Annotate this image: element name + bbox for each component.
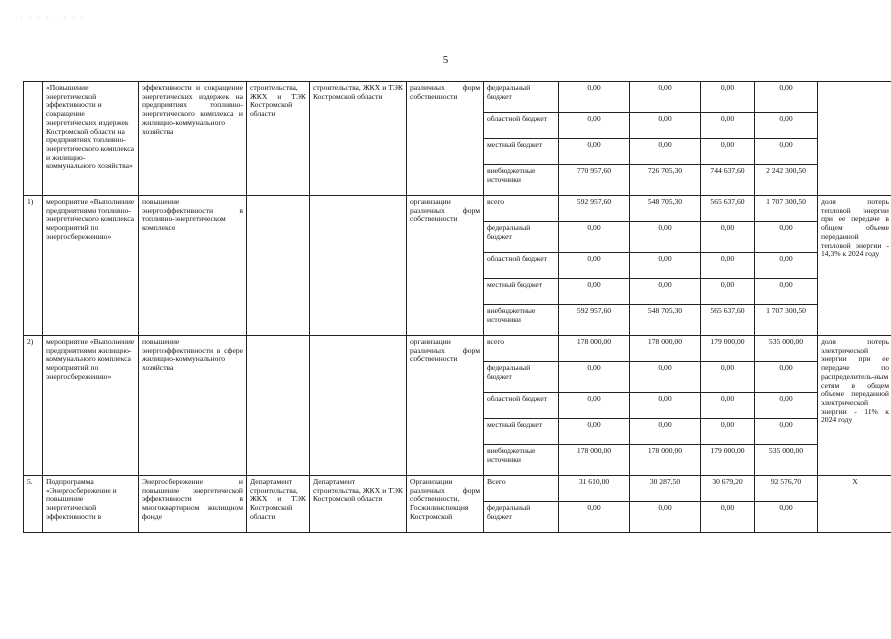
- expected-result-cell: доля потерь тепловой энергии при ее передаче в общем объеме переданной тепловой энергии - 14,3% к 2024 году: [818, 196, 891, 336]
- goal-cell: эффективности и сокращение энергетических издержек на предприятиях топливно-энергетического комплекса и жилищно-коммунального хозяйства: [139, 82, 247, 196]
- funding-source-cell: внебюджетные источники: [484, 165, 559, 196]
- total-value: 2 242 300,50: [755, 165, 818, 196]
- year-1-value: 0,00: [559, 253, 630, 279]
- year-3-value: 0,00: [701, 393, 755, 419]
- year-2-value: 0,00: [630, 362, 701, 393]
- total-value: 0,00: [755, 113, 818, 139]
- funding-source-cell: областной бюджет: [484, 113, 559, 139]
- funding-source-cell: местный бюджет: [484, 419, 559, 445]
- program-table: [23, 81, 891, 533]
- funding-source-cell: федеральный бюджет: [484, 362, 559, 393]
- table-body: [24, 82, 891, 533]
- year-2-value: 0,00: [630, 393, 701, 419]
- responsible-cell: Департамент строительства, ЖКХ и ТЭК Костромской области: [247, 476, 310, 533]
- participants-cell: Организации различных форм собственности, Госжилинспекция Костромской: [407, 476, 484, 533]
- expected-result-cell: доля потерь электрической энергии при ее передаче по распределитель-ным сетям в общем объеме переданной электрической энергии - 11% к 2024 году: [818, 336, 891, 476]
- year-3-value: 0,00: [701, 113, 755, 139]
- year-2-value: 0,00: [630, 139, 701, 165]
- year-2-value: 0,00: [630, 502, 701, 533]
- year-3-value: 179 000,00: [701, 336, 755, 362]
- goal-cell: повышение энергоэффективности в сфере жилищно-коммунального хозяйства: [139, 336, 247, 476]
- total-value: 1 707 300,50: [755, 196, 818, 222]
- total-value: 0,00: [755, 139, 818, 165]
- year-2-value: 548 705,30: [630, 196, 701, 222]
- table-row: [24, 476, 891, 502]
- year-1-value: 0,00: [559, 82, 630, 113]
- year-3-value: 30 679,20: [701, 476, 755, 502]
- year-1-value: 770 957,60: [559, 165, 630, 196]
- total-value: 0,00: [755, 419, 818, 445]
- co-executor-cell: Департамент строительства, ЖКХ и ТЭК Костромской области: [310, 476, 407, 533]
- year-3-value: 565 637,60: [701, 305, 755, 336]
- funding-source-cell: местный бюджет: [484, 139, 559, 165]
- year-1-value: 0,00: [559, 113, 630, 139]
- total-value: 0,00: [755, 253, 818, 279]
- row-index-cell: 1): [24, 196, 43, 336]
- expected-result-cell: Х: [818, 476, 891, 533]
- year-3-value: 0,00: [701, 253, 755, 279]
- year-2-value: 0,00: [630, 279, 701, 305]
- year-1-value: 178 000,00: [559, 336, 630, 362]
- year-2-value: 30 287,50: [630, 476, 701, 502]
- table-row: [24, 336, 891, 362]
- total-value: 0,00: [755, 362, 818, 393]
- activity-name-cell: мероприятие «Выполнение предприятиями жилищно-коммунального комплекса мероприятий по энергосбережению»: [43, 336, 139, 476]
- participants-cell: организации различных форм собственности: [407, 336, 484, 476]
- funding-source-cell: внебюджетные источники: [484, 305, 559, 336]
- funding-source-cell: федеральный бюджет: [484, 222, 559, 253]
- year-2-value: 0,00: [630, 113, 701, 139]
- activity-name-cell: «Повышение энергетической эффективности и сокращение энергетических издержек Костромской области на предприятиях топливно-энергетического комплекса и жилищно-коммунального хозяйства»: [43, 82, 139, 196]
- co-executor-cell: строительства, ЖКХ и ТЭК Костромской области: [310, 82, 407, 196]
- funding-source-cell: внебюджетные источники: [484, 445, 559, 476]
- co-executor-cell: [310, 196, 407, 336]
- activity-name-cell: Подпрограмма «Энергосбережение и повышение энергетической эффективности в: [43, 476, 139, 533]
- year-2-value: 0,00: [630, 222, 701, 253]
- year-3-value: 0,00: [701, 362, 755, 393]
- year-2-value: 178 000,00: [630, 445, 701, 476]
- funding-source-cell: Всего: [484, 476, 559, 502]
- table-row: [24, 82, 891, 113]
- expected-result-cell: [818, 82, 891, 196]
- year-3-value: 0,00: [701, 82, 755, 113]
- year-2-value: 0,00: [630, 419, 701, 445]
- row-index-cell: 2): [24, 336, 43, 476]
- year-2-value: 0,00: [630, 82, 701, 113]
- participants-cell: организации различных форм собственности: [407, 196, 484, 336]
- total-value: 535 000,00: [755, 336, 818, 362]
- total-value: 0,00: [755, 222, 818, 253]
- year-3-value: 179 000,00: [701, 445, 755, 476]
- activity-name-cell: мероприятие «Выполнение предприятиями топливно-энергетического комплекса мероприятий по энергосбережению»: [43, 196, 139, 336]
- funding-source-cell: местный бюджет: [484, 279, 559, 305]
- year-1-value: 0,00: [559, 362, 630, 393]
- year-1-value: 592 957,60: [559, 196, 630, 222]
- year-3-value: 0,00: [701, 419, 755, 445]
- year-1-value: 0,00: [559, 419, 630, 445]
- year-1-value: 592 957,60: [559, 305, 630, 336]
- responsible-cell: строительства, ЖКХ и ТЭК Костромской области: [247, 82, 310, 196]
- page-number: 5: [442, 54, 449, 66]
- total-value: 92 576,70: [755, 476, 818, 502]
- total-value: 1 707 300,50: [755, 305, 818, 336]
- total-value: 0,00: [755, 502, 818, 533]
- year-2-value: 726 705,30: [630, 165, 701, 196]
- year-1-value: 31 610,00: [559, 476, 630, 502]
- year-2-value: 178 000,00: [630, 336, 701, 362]
- funding-source-cell: всего: [484, 336, 559, 362]
- row-index-cell: 5.: [24, 476, 43, 533]
- goal-cell: повышение энергоэффективности в топливно-энергетическом комплексе: [139, 196, 247, 336]
- total-value: 0,00: [755, 82, 818, 113]
- scan-artifact: · · · · · · · ·: [20, 14, 86, 23]
- funding-source-cell: областной бюджет: [484, 253, 559, 279]
- year-1-value: 0,00: [559, 393, 630, 419]
- year-2-value: 0,00: [630, 253, 701, 279]
- responsible-cell: [247, 336, 310, 476]
- participants-cell: различных форм собственности: [407, 82, 484, 196]
- year-3-value: 0,00: [701, 502, 755, 533]
- year-1-value: 178 000,00: [559, 445, 630, 476]
- year-1-value: 0,00: [559, 222, 630, 253]
- total-value: 535 000,00: [755, 445, 818, 476]
- table-row: [24, 196, 891, 222]
- funding-source-cell: областной бюджет: [484, 393, 559, 419]
- goal-cell: Энергосбережение и повышение энергетической эффективности в многоквартирном жилищном фонде: [139, 476, 247, 533]
- year-1-value: 0,00: [559, 502, 630, 533]
- funding-source-cell: федеральный бюджет: [484, 82, 559, 113]
- year-3-value: 744 637,60: [701, 165, 755, 196]
- year-1-value: 0,00: [559, 139, 630, 165]
- row-index-cell: [24, 82, 43, 196]
- total-value: 0,00: [755, 393, 818, 419]
- year-3-value: 0,00: [701, 139, 755, 165]
- funding-source-cell: всего: [484, 196, 559, 222]
- year-1-value: 0,00: [559, 279, 630, 305]
- year-3-value: 0,00: [701, 279, 755, 305]
- year-2-value: 548 705,30: [630, 305, 701, 336]
- total-value: 0,00: [755, 279, 818, 305]
- year-3-value: 565 637,60: [701, 196, 755, 222]
- co-executor-cell: [310, 336, 407, 476]
- responsible-cell: [247, 196, 310, 336]
- funding-source-cell: федеральный бюджет: [484, 502, 559, 533]
- year-3-value: 0,00: [701, 222, 755, 253]
